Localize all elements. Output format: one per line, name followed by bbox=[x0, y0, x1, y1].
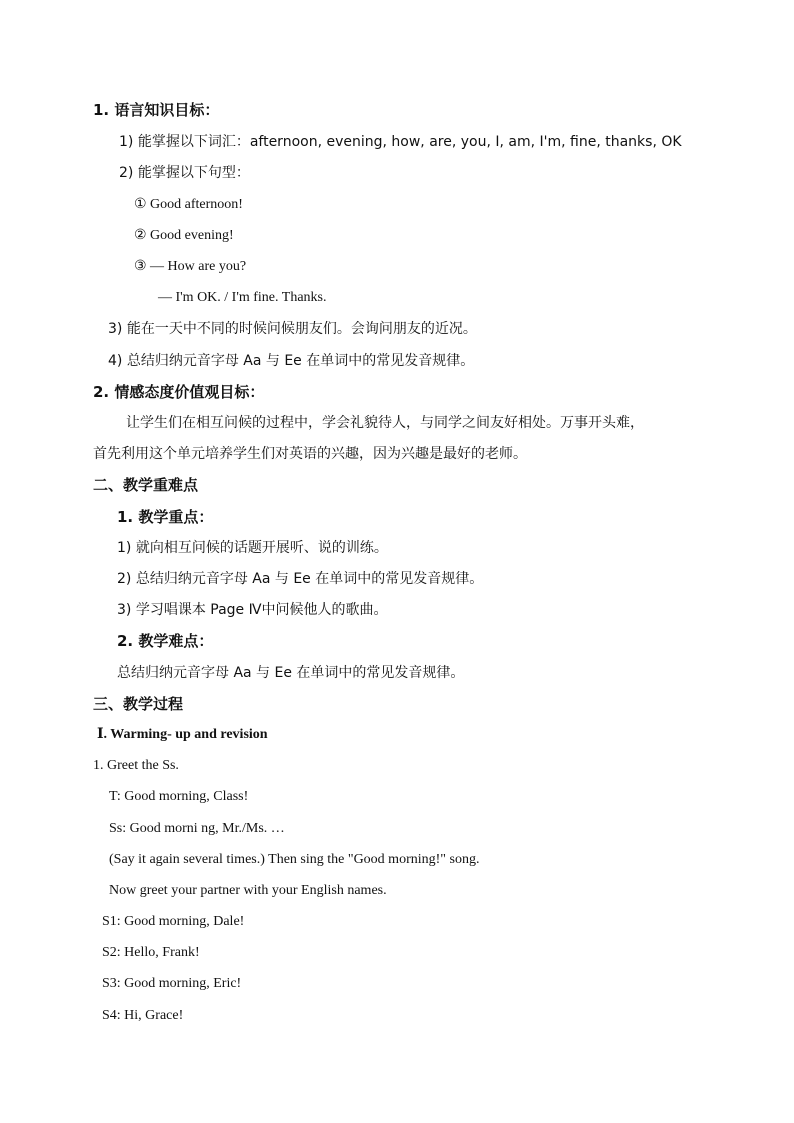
section-key-difficult-points-heading: 二、教学重难点 bbox=[93, 476, 199, 494]
key-points-heading: 1. 教学重点： bbox=[117, 508, 214, 526]
instruction-line: Now greet your partner with your English names. bbox=[109, 883, 387, 898]
difficult-point-text: 总结归纳元音字母 Aa 与 Ee 在单词中的常见发音规律。 bbox=[117, 665, 465, 681]
pattern-item-3-reply: — I'm OK. / I'm fine. Thanks. bbox=[158, 290, 327, 305]
section-teaching-process-heading: 三、教学过程 bbox=[93, 695, 184, 713]
section-attitude-goals-heading: 2. 情感态度价值观目标： bbox=[93, 383, 265, 401]
phonics-goal: 4) 总结归纳元音字母 Aa 与 Ee 在单词中的常见发音规律。 bbox=[108, 353, 475, 369]
pattern-item-1: ① Good afternoon! bbox=[134, 197, 243, 212]
part1-heading: Ⅰ. Warming- up and revision bbox=[97, 727, 268, 742]
key-point-3: 3) 学习唱课本 Page Ⅳ中问候他人的歌曲。 bbox=[117, 602, 388, 618]
dialogue-line: S2: Hello, Frank! bbox=[102, 945, 200, 960]
step1-greet: 1. Greet the Ss. bbox=[93, 758, 179, 773]
attitude-paragraph-line2: 首先利用这个单元培养学生们对英语的兴趣，因为兴趣是最好的老师。 bbox=[93, 446, 527, 462]
dialogue-line: S1: Good morning, Dale! bbox=[102, 914, 245, 929]
attitude-paragraph-line1: 让学生们在相互问候的过程中，学会礼貌待人，与同学之间友好相处。万事开头难， bbox=[126, 415, 644, 431]
pattern-item-3: ③ — How are you? bbox=[134, 259, 247, 274]
pattern-item-2: ② Good evening! bbox=[134, 228, 234, 243]
vocabulary-goal: 1) 能掌握以下词汇：afternoon, evening, how, are, you, I, am, I'm, fine, thanks, OK bbox=[119, 134, 682, 150]
instruction-line: (Say it again several times.) Then sing the "Good morning!" song. bbox=[109, 852, 480, 867]
sentence-pattern-goal: 2) 能掌握以下句型： bbox=[119, 165, 250, 181]
dialogue-line: S4: Hi, Grace! bbox=[102, 1008, 184, 1023]
section-language-goals-heading: 1. 语言知识目标： bbox=[93, 101, 220, 119]
dialogue-line: T: Good morning, Class! bbox=[109, 789, 249, 804]
difficult-points-heading: 2. 教学难点： bbox=[117, 632, 214, 650]
key-point-1: 1) 就向相互问候的话题开展听、说的训练。 bbox=[117, 540, 388, 556]
dialogue-line: Ss: Good morni ng, Mr./Ms. … bbox=[109, 821, 285, 836]
dialogue-line: S3: Good morning, Eric! bbox=[102, 976, 242, 991]
key-point-2: 2) 总结归纳元音字母 Aa 与 Ee 在单词中的常见发音规律。 bbox=[117, 571, 484, 587]
greeting-goal: 3) 能在一天中不同的时候问候朋友们。会询问朋友的近况。 bbox=[108, 321, 477, 337]
